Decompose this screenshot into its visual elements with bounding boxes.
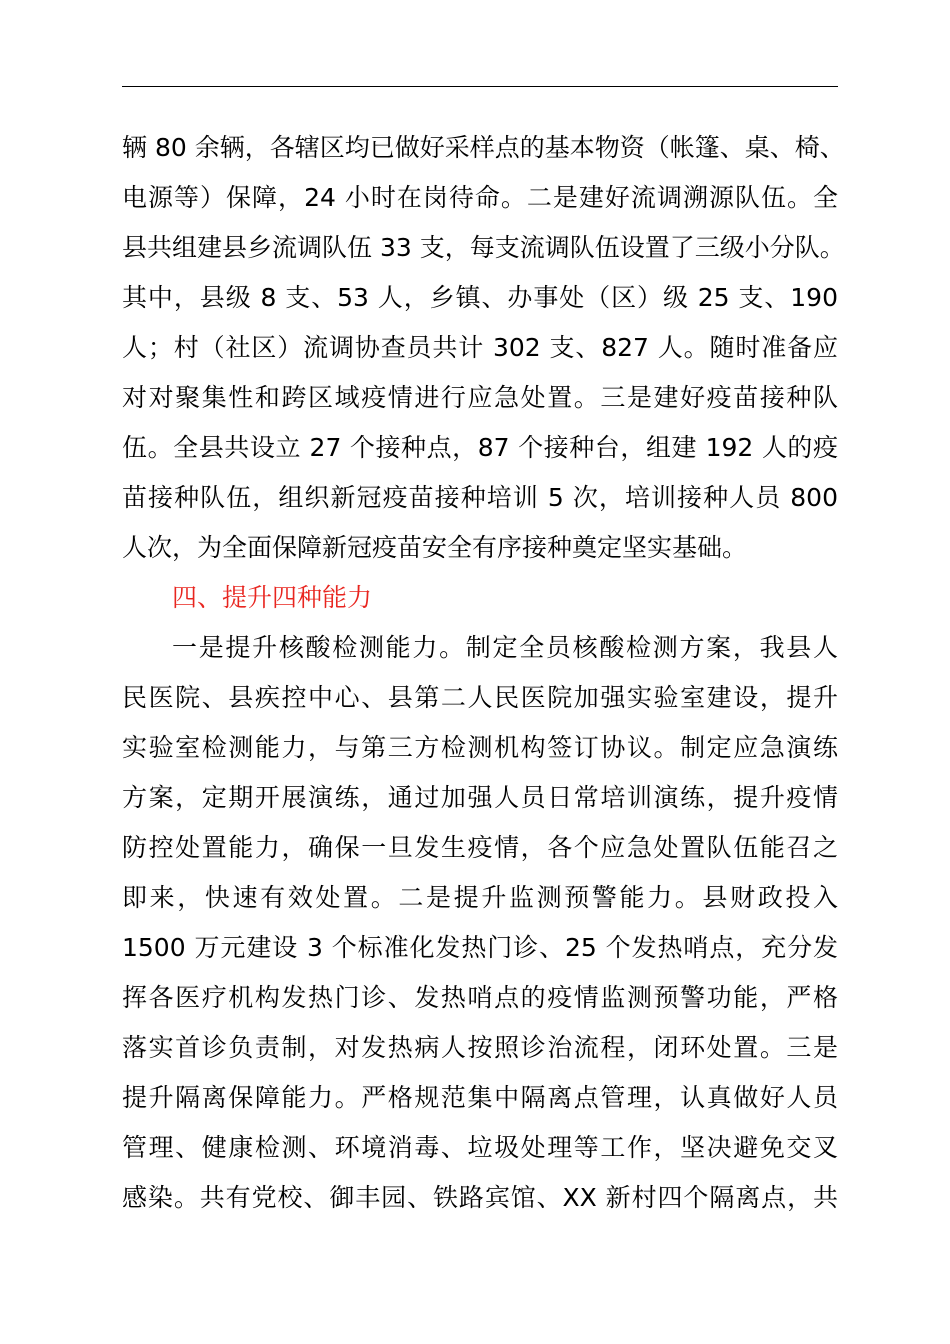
body-line: 方案，定期开展演练，通过加强人员日常培训演练，提升疫情 [122, 783, 838, 812]
body-line: 县共组建县乡流调队伍 33 支，每支流调队伍设置了三级小分队。 [122, 233, 845, 262]
body-line: 人；村（社区）流调协查员共计 302 支、827 人。随时准备应 [122, 333, 838, 362]
body-line: 辆 80 余辆，各辖区均已做好采样点的基本物资（帐篷、桌、椅、 [122, 133, 845, 162]
body-line: 提升隔离保障能力。严格规范集中隔离点管理，认真做好人员 [122, 1083, 838, 1112]
body-line: 挥各医疗机构发热门诊、发热哨点的疫情监测预警功能，严格 [122, 983, 838, 1012]
section-heading: 四、提升四种能力 [172, 583, 373, 612]
body-line: 对对聚集性和跨区域疫情进行应急处置。三是建好疫苗接种队 [122, 383, 838, 412]
body-line: 1500 万元建设 3 个标准化发热门诊、25 个发热哨点，充分发 [122, 933, 838, 962]
body-line: 苗接种队伍，组织新冠疫苗接种培训 5 次，培训接种人员 800 [122, 483, 838, 512]
body-line: 落实首诊负责制，对发热病人按照诊治流程，闭环处置。三是 [122, 1033, 838, 1062]
body-line: 人次，为全面保障新冠疫苗安全有序接种奠定坚实基础。 [122, 533, 748, 562]
paragraph-first-line: 一是提升核酸检测能力。制定全员核酸检测方案，我县人 [172, 633, 838, 662]
body-line: 其中，县级 8 支、53 人，乡镇、办事处（区）级 25 支、190 [122, 283, 838, 312]
body-line: 伍。全县共设立 27 个接种点，87 个接种台，组建 192 人的疫 [122, 433, 838, 462]
body-line: 电源等）保障，24 小时在岗待命。二是建好流调溯源队伍。全 [122, 183, 838, 212]
body-line: 管理、健康检测、环境消毒、垃圾处理等工作，坚决避免交叉 [122, 1133, 838, 1162]
body-line: 实验室检测能力，与第三方检测机构签订协议。制定应急演练 [122, 733, 838, 762]
body-line: 民医院、县疾控中心、县第二人民医院加强实验室建设，提升 [122, 683, 838, 712]
body-line: 感染。共有党校、御丰园、铁路宾馆、XX 新村四个隔离点，共 [122, 1183, 838, 1212]
header-rule [122, 86, 838, 87]
body-line: 防控处置能力，确保一旦发生疫情，各个应急处置队伍能召之 [122, 833, 838, 862]
body-line: 即来，快速有效处置。二是提升监测预警能力。县财政投入 [122, 883, 838, 912]
